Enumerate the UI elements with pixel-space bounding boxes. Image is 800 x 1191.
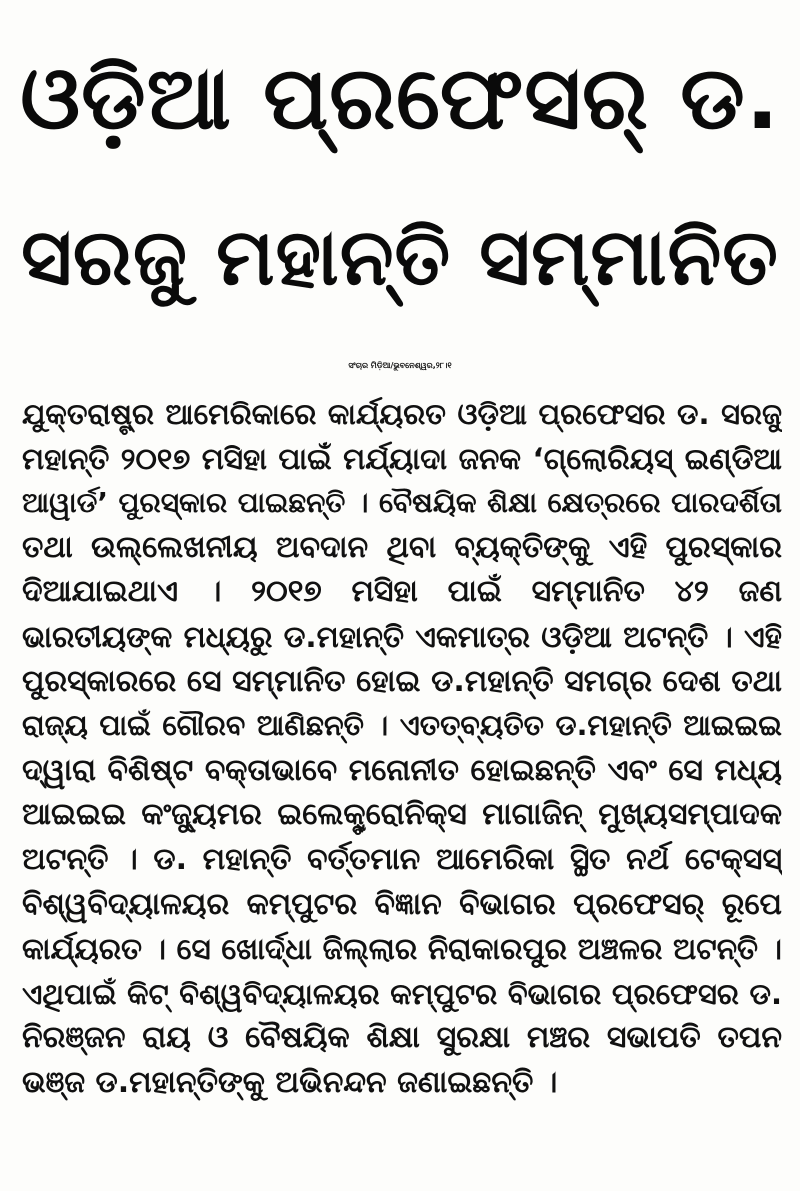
body-line: ମହାନ୍ତି ୨୦୧୭ ମସିହା ପାଇଁ ମର୍ଯ୍ୟାଦା ଜନକ ‘ଗ୍ଲୋରିୟସ୍ ଇଣ୍ଡିଆ	[22, 441, 782, 476]
body-line: ପୁରସ୍କାରରେ ସେ ସମ୍ମାନିତ ହୋଇ ଡ.ମହାନ୍ତି ସମଗ୍ର ଦେଶ ତଥା	[22, 663, 782, 699]
headline	[20, 18, 780, 338]
body-line: ରାଜ୍ୟ ପାଇଁ ଗୌରବ ଆଣିଛନ୍ତି । ଏତତ୍‌ବ୍ୟତିତ ଡ.ମହାନ୍ତି ଆଇଇଇ	[22, 709, 782, 743]
body-line: ଏଥିପାଇଁ କିଟ୍ ବିଶ୍ୱବିଦ୍ୟାଳୟର କମ୍ପୁଟର ବିଭାଗର ପ୍ରଫେସର ଡ.	[22, 976, 782, 1011]
article-body	[22, 392, 782, 1106]
body-line: ଭାରତୀୟଙ୍କ ମଧ୍ୟରୁ ଡ.ମହାନ୍ତି ଏକମାତ୍ର ଓଡ଼ିଆ ଅଟନ୍ତି । ଏହି	[22, 619, 782, 654]
body-line: କାର୍ଯ୍ୟରତ । ସେ ଖୋର୍ଦ୍ଧା ଜିଲ୍ଲାର ନିରାକାରପୁର ଅଞ୍ଚଳର ଅଟନ୍ତି ।	[22, 932, 782, 967]
body-line: ଆଇଇଇ କଂଜ୍ୟୁମର ଇଲେକ୍ଟ୍ରୋନିକ୍ସ ମାଗାଜିନ୍ ମୁଖ୍ୟସମ୍ପାଦକ	[22, 797, 782, 833]
body-line: ବିଶ୍ୱବିଦ୍ୟାଳୟର କମ୍ପୁଟର ବିଜ୍ଞାନ ବିଭାଗର ପ୍ରଫେସର୍ ରୂପେ	[22, 886, 782, 922]
body-line: ଅଟନ୍ତି । ଡ. ମହାନ୍ତି ବର୍ତ୍ତମାନ ଆମେରିକା ସ୍ଥିତ ନର୍ଥ ଟେକ୍ସସ୍	[22, 841, 782, 877]
dateline: ସଂଚାର ମିଡ଼ିଆ/ଭୁବନେଶ୍ୱର,୨୮।୧	[348, 361, 452, 370]
body-line: ତଥା ଉଲ୍ଲେଖନୀୟ ଅବଦାନ ଥିବା ବ୍ୟକ୍ତିଙ୍କୁ ଏହି ପୁରସ୍କାର	[22, 529, 782, 565]
body-line: ଆୱାର୍ଡ’ ପୁରସ୍କାର ପାଇଛନ୍ତି । ବୈଷୟିକ ଶିକ୍ଷା କ୍ଷେତ୍ରରେ ପାରଦର୍ଶିତା	[22, 486, 782, 520]
headline-line-1: ଓଡ଼ିଆ ପ୍ରଫେସର୍ ଡ.	[20, 47, 780, 149]
body-line: ଦ୍ୱାରା ବିଶିଷ୍ଟ ବକ୍ତାଭାବେ ମନୋନୀତ ହୋଇଛନ୍ତି ଏବଂ ସେ ମଧ୍ୟ	[22, 752, 782, 788]
headline-line-2: ସରଜୁ ମହାନ୍ତି ସମ୍ମାନିତ	[21, 213, 779, 303]
body-line: ଭଞ୍ଜ ଡ.ମହାନ୍ତିଙ୍କୁ ଅଭିନନ୍ଦନ ଜଣାଇଛନ୍ତି ।	[22, 1064, 558, 1100]
body-line: ଦିଆଯାଇଥାଏ । ୨୦୧୭ ମସିହା ପାଇଁ ସମ୍ମାନିତ ୪୨ ଜଣ	[22, 574, 782, 610]
body-line: ନିରଞ୍ଜନ ରାୟ ଓ ବୈଷୟିକ ଶିକ୍ଷା ସୁରକ୍ଷା ମଞ୍ଚର ସଭାପତି ତପନ	[22, 1020, 782, 1056]
body-line: ଯୁକ୍ତରାଷ୍ଟ୍ର ଆମେରିକାରେ କାର୍ଯ୍ୟରତ ଓଡ଼ିଆ ପ୍ରଫେସର ଡ. ସରଜୁ	[22, 397, 782, 431]
